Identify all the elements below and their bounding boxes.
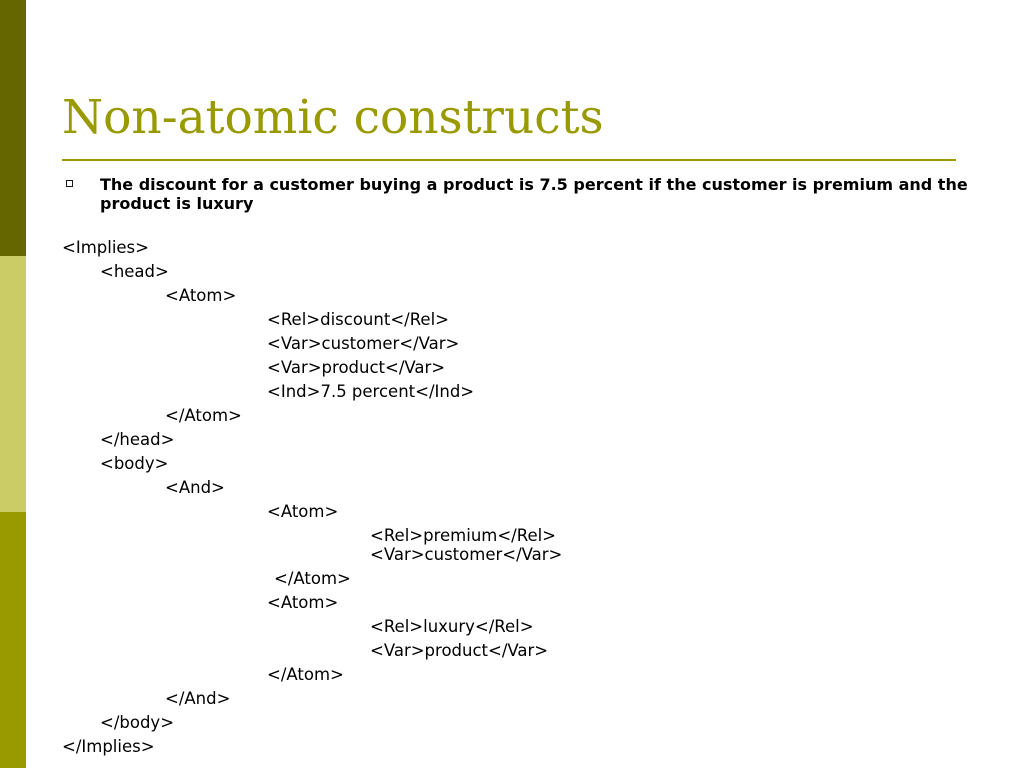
code-line: <Rel>luxury</Rel> [370,617,534,636]
code-line: </Atom> [267,665,344,684]
code-line: <Atom> [267,593,339,612]
side-band-light [0,256,26,512]
code-line: </Atom> [165,406,242,425]
side-band-olive [0,512,26,768]
code-line: <Implies> [62,238,149,257]
code-line: </And> [165,689,231,708]
code-line: </body> [100,713,175,732]
code-line: <Ind>7.5 percent</Ind> [267,382,475,401]
code-line: </head> [100,430,175,449]
slide-title: Non-atomic constructs [62,90,604,145]
code-line: <Var>product</Var> [370,641,549,660]
code-line: <Var>customer</Var> [267,334,460,353]
code-line: <Var>customer</Var> [370,545,563,564]
bullet-text: The discount for a customer buying a product is 7.5 percent if the customer is premium and the product is luxury [100,175,968,213]
code-line: <head> [100,262,169,281]
square-bullet-icon [66,180,73,187]
side-band-dark [0,0,26,256]
code-line: <And> [165,478,225,497]
code-line: <Atom> [267,502,339,521]
code-line: <Var>product</Var> [267,358,446,377]
code-line: </Atom> [274,569,351,588]
title-underline [62,159,956,161]
code-line: <body> [100,454,169,473]
code-line: </Implies> [62,737,155,756]
code-line: <Rel>discount</Rel> [267,310,449,329]
code-line: <Atom> [165,286,237,305]
code-line: <Rel>premium</Rel> [370,526,557,545]
